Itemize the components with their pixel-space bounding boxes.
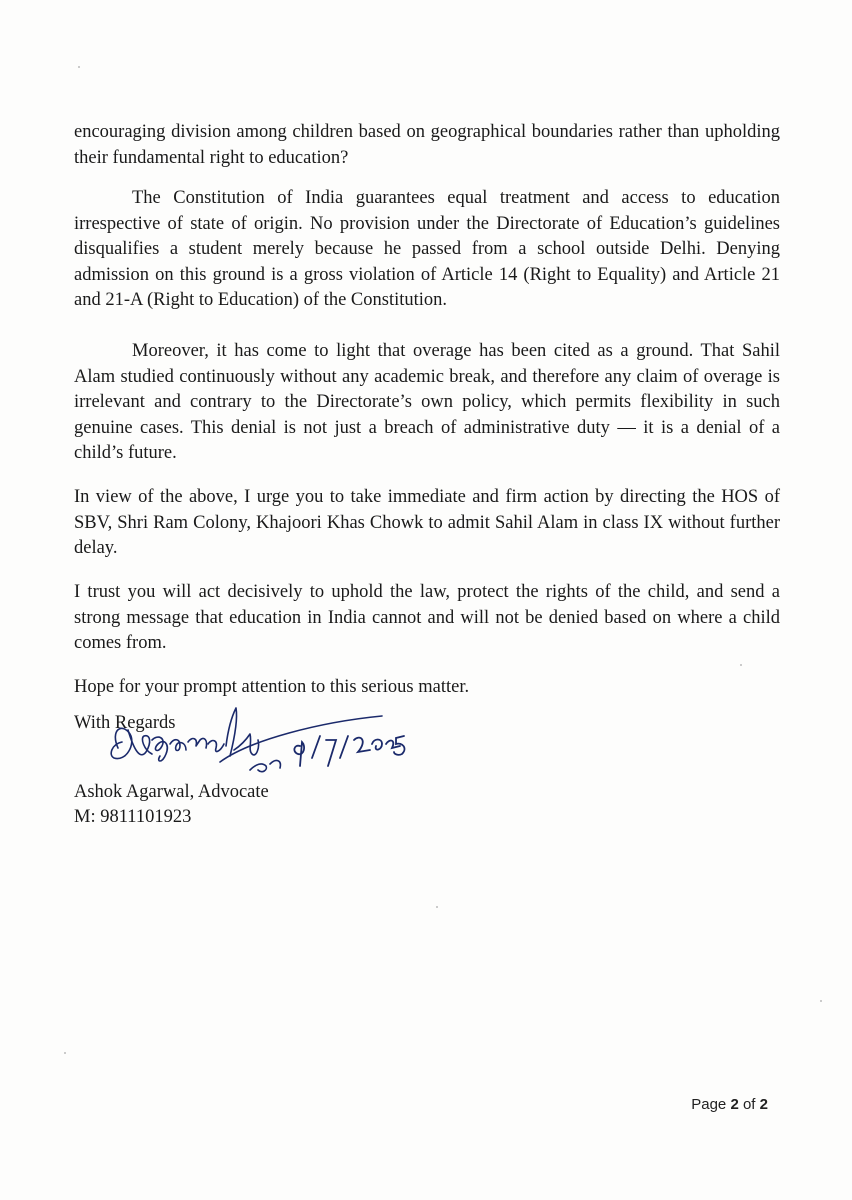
page-current: 2: [730, 1096, 739, 1113]
scan-speck: [436, 906, 438, 908]
scan-speck: [64, 1052, 66, 1054]
paragraph-constitution: The Constitution of India guarantees equal treatment and access to education irrespective of state of origin. No provision under the Directorate of Education’s guidelines disqualifies a student merely because he passed from a school outside Delhi. Denying admission on this ground is a gross violation of Article 14 (Right to Equality) and Article 21 and 21-A (Right to Education) of the Constitution.: [74, 188, 780, 310]
letter-body: [74, 580, 780, 657]
scan-speck: [740, 664, 742, 666]
page-total: 2: [759, 1096, 768, 1113]
page-of: of: [742, 1096, 756, 1113]
signature-image: [100, 700, 420, 800]
letter-body: [74, 339, 780, 467]
letter-body: [74, 485, 780, 562]
paragraph-trust: I trust you will act decisively to uphold the law, protect the rights of the child, and send a strong message that education in India cannot and will not be denied based on where a child comes from.: [74, 582, 780, 653]
closing: With Regards: [74, 713, 176, 733]
paragraph-request: In view of the above, I urge you to take immediate and firm action by directing the HOS of SBV, Shri Ram Colony, Khajoori Khas Chowk to admit Sahil Alam in class IX without further delay.: [74, 487, 780, 558]
signatory-name: Ashok Agarwal, Advocate: [74, 782, 269, 802]
letter-body: [74, 120, 780, 171]
paragraph-continuation: encouraging division among children based on geographical boundaries rather than upholding their fundamental right to education?: [74, 122, 780, 168]
scan-speck: [820, 1000, 822, 1002]
paragraph-hope: Hope for your prompt attention to this serious matter.: [74, 677, 470, 697]
scan-speck: [78, 66, 80, 68]
letter-body: [74, 186, 780, 314]
page-word: Page: [691, 1096, 727, 1113]
signatory-phone: M: 9811101923: [74, 807, 192, 827]
paragraph-overage: Moreover, it has come to light that overage has been cited as a ground. That Sahil Alam studied continuously without any academic break, and therefore any claim of overage is irrelevant and contrary to the Directorate’s own policy, which permits flexibility in such genuine cases. This denial is not just a breach of administrative duty — it is a denial of a child’s future.: [74, 341, 780, 463]
page-number: [691, 1096, 768, 1113]
